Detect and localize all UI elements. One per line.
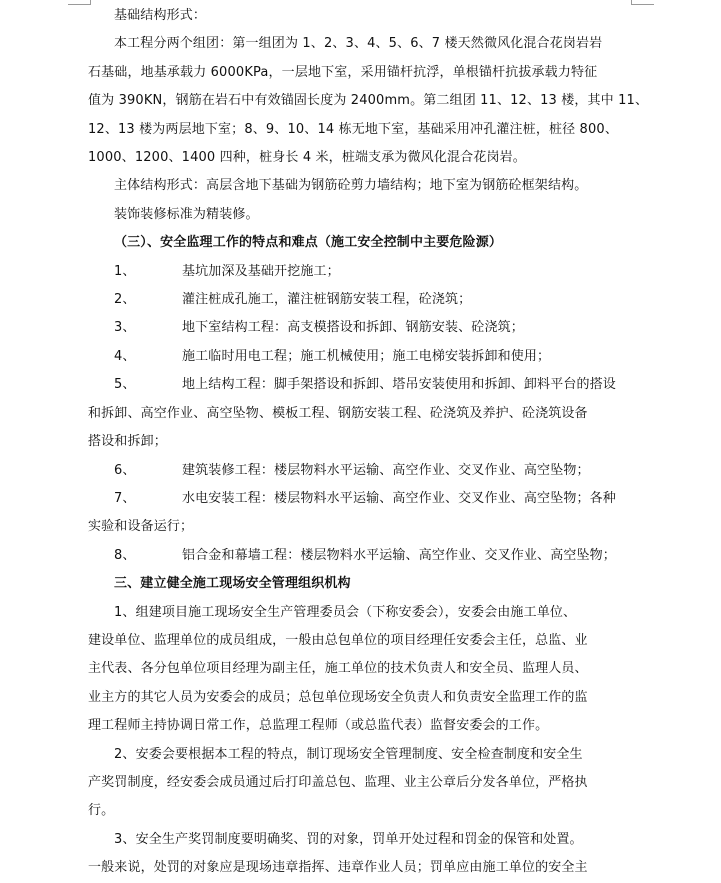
text-line: 实验和设备运行； — [88, 519, 194, 535]
text-line: 三、建立健全施工现场安全管理组织机构 — [114, 576, 351, 592]
text-line: 装饰装修标准为精装修。 — [114, 206, 259, 222]
text-line: 基础结构形式： — [114, 8, 207, 23]
text-line: 和拆卸、高空作业、高空坠物、模板工程、钢筋安装工程、砼浇筑及养护、砼浇筑设备 — [88, 405, 588, 421]
numbered-list-item — [88, 286, 634, 314]
list-text: 铝合金和幕墙工程：楼层物料水平运输、高空作业、交叉作业、高空坠物； — [182, 547, 616, 563]
list-number: 2、 — [114, 292, 136, 308]
text-line: 1、组建项目施工现场安全生产管理委员会（下称安委会），安委会由施工单位、 — [114, 604, 577, 620]
text-line: 行。 — [88, 803, 115, 819]
numbered-list-item — [88, 542, 634, 570]
text-line: 理工程师主持协调日常工作，总监理工程师（或总监代表）监督安委会的工作。 — [88, 718, 549, 734]
text-line: 3、安全生产奖罚制度要明确奖、罚的对象，罚单开处过程和罚金的保管和处置。 — [114, 831, 583, 847]
numbered-list-item — [88, 343, 634, 371]
list-text: 基坑加深及基础开挖施工； — [182, 263, 340, 279]
document-body — [88, 0, 649, 883]
numbered-list-item — [88, 457, 634, 485]
text-line: 本工程分两个组团：第一组团为 1、2、3、4、5、6、7 楼天然微风化混合花岗岩岩 — [114, 36, 603, 52]
crop-mark-top-right — [631, 0, 654, 5]
numbered-list-item — [88, 371, 634, 399]
list-text: 施工临时用电工程；施工机械使用；施工电梯安装拆卸和使用； — [182, 348, 551, 364]
text-line: 1000、1200、1400 四种，桩身长 4 米，桩端支承为微风化混合花岗岩。 — [88, 150, 526, 166]
text-line: 石基础，地基承载力 6000KPa，一层地下室，采用锚杆抗浮，单根锚杆抗拔承载力特征 — [88, 64, 598, 80]
text-line: 2、安委会要根据本工程的特点，制订现场安全管理制度、安全检查制度和安全生 — [114, 746, 583, 762]
numbered-list-item — [88, 485, 634, 513]
list-number: 3、 — [114, 320, 136, 336]
list-text: 水电安装工程：楼层物料水平运输、高空作业、交叉作业、高空坠物；各种 — [182, 490, 616, 506]
text-line: 产奖罚制度，经安委会成员通过后打印盖总包、监理、业主公章后分发各单位，严格执 — [88, 774, 588, 790]
list-text: 灌注桩成孔施工，灌注桩钢筋安装工程，砼浇筑； — [182, 292, 472, 308]
list-text: 建筑装修工程：楼层物料水平运输、高空作业、交叉作业、高空坠物； — [182, 462, 590, 478]
text-line: 值为 390KN，钢筋在岩石中有效锚固长度为 2400mm。第二组团 11、12、13 楼，其中 11、 — [88, 93, 649, 109]
list-text: 地下室结构工程：高支模搭设和拆卸、钢筋安装、砼浇筑； — [182, 320, 524, 336]
list-number: 8、 — [114, 547, 136, 563]
text-line: 主体结构形式：高层含地下基础为钢筋砼剪力墙结构；地下室为钢筋砼框架结构。 — [114, 178, 588, 194]
text-line: 一般来说，处罚的对象应是现场违章指挥、违章作业人员；罚单应由施工单位的安全主 — [88, 860, 588, 876]
list-text: 地上结构工程：脚手架搭设和拆卸、塔吊安装使用和拆卸、卸料平台的搭设 — [182, 377, 616, 393]
text-line: （三）、安全监理工作的特点和难点（施工安全控制中主要危险源） — [114, 235, 503, 251]
list-number: 7、 — [114, 490, 136, 506]
text-line: 业主方的其它人员为安委会的成员；总包单位现场安全负责人和负责安全监理工作的监 — [88, 689, 588, 705]
text-line: 12、13 楼为两层地下室；8、9、10、14 栋无地下室，基础采用冲孔灌注桩，桩径 800、 — [88, 121, 618, 137]
text-line: 建设单位、监理单位的成员组成，一般由总包单位的项目经理任安委会主任，总监、业 — [88, 632, 588, 648]
numbered-list-item — [88, 314, 634, 342]
list-number: 4、 — [114, 348, 136, 364]
list-number: 6、 — [114, 462, 136, 478]
text-line: 搭设和拆卸； — [88, 434, 167, 450]
numbered-list-item — [88, 258, 634, 286]
list-number: 1、 — [114, 263, 136, 279]
list-number: 5、 — [114, 377, 136, 393]
text-line: 主代表、各分包单位项目经理为副主任，施工单位的技术负责人和安全员、监理人员、 — [88, 661, 588, 677]
